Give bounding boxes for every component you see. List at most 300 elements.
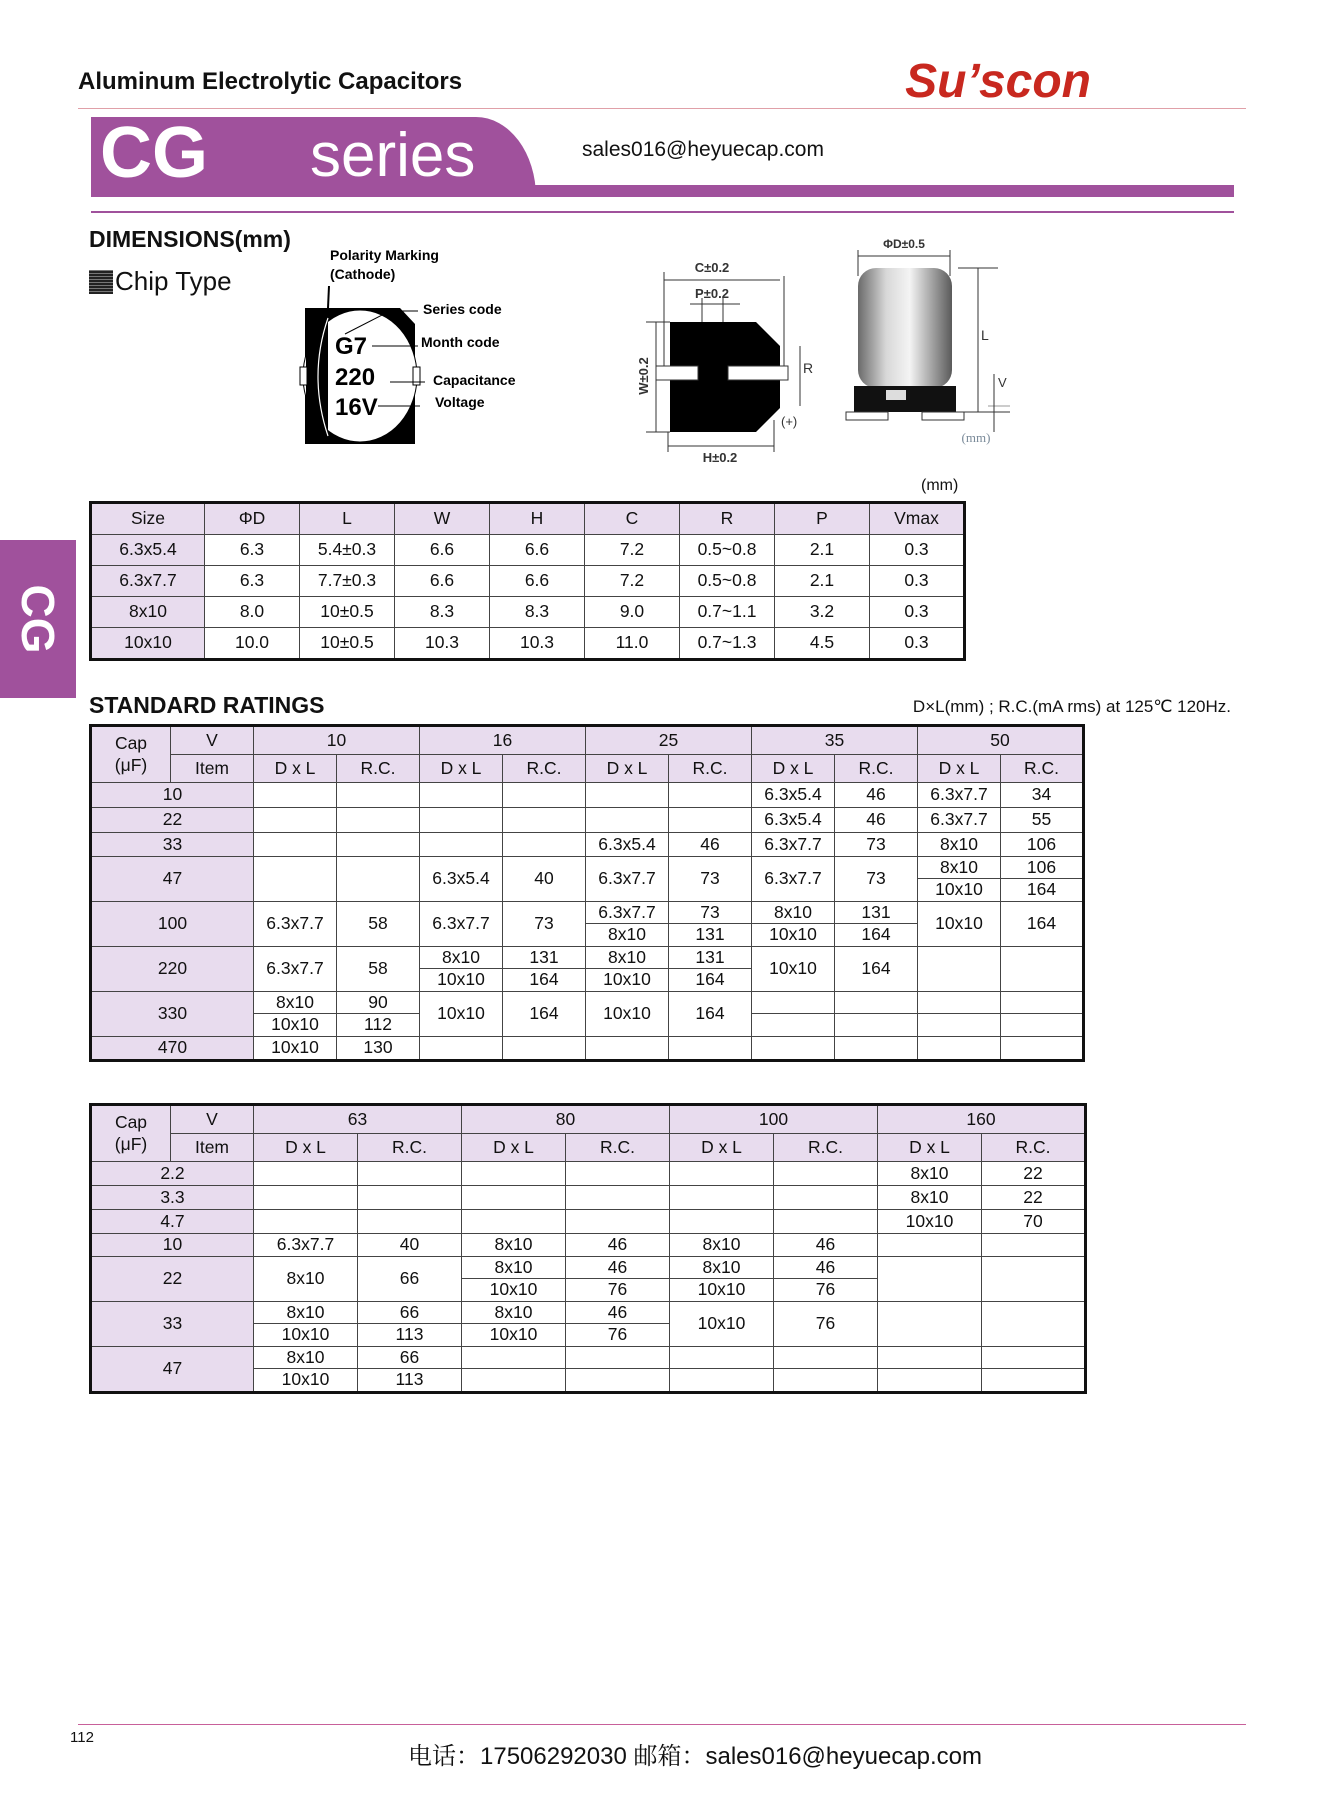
dxl-cell: 8x10 <box>254 992 336 1014</box>
capacitance-cell: 10 <box>91 783 254 808</box>
footer-divider <box>78 1724 1246 1725</box>
dxl-cell: 8x10 <box>670 1234 774 1257</box>
rc-cell-split <box>358 1302 462 1347</box>
dxl-cell: 8x10 <box>918 833 1001 857</box>
dim-value-cell: 8.0 <box>205 597 300 628</box>
dxl-cell <box>420 783 503 808</box>
ratings-row <box>91 1302 1086 1347</box>
rc-cell <box>566 1186 670 1210</box>
rc-cell: 22 <box>982 1162 1086 1186</box>
dim-size-cell: 10x10 <box>91 628 205 660</box>
footprint-drawing <box>620 236 840 466</box>
dim-header-cell: H <box>490 503 585 535</box>
dxl-cell <box>586 783 669 808</box>
standard-ratings-title: STANDARD RATINGS <box>89 692 325 718</box>
rc-cell-split <box>982 1347 1086 1393</box>
ratings-row <box>91 947 1084 992</box>
capacitance-cell: 4.7 <box>91 1210 254 1234</box>
dxl-cell: 8x10 <box>878 1162 982 1186</box>
dxl-cell: 8x10 <box>254 1347 357 1369</box>
marking-line-1: G7 <box>335 333 368 360</box>
dxl-cell <box>254 857 337 902</box>
ratings-table-2 <box>89 1103 1087 1394</box>
dxl-cell: 8x10 <box>752 902 834 924</box>
p-dim-label: P±0.2 <box>695 286 729 301</box>
dxl-cell <box>918 1014 1000 1036</box>
dim-value-cell: 0.3 <box>870 597 965 628</box>
rc-header-cell: R.C. <box>566 1134 670 1162</box>
mm-small-label: (mm) <box>961 430 991 445</box>
dxl-cell <box>462 1347 565 1369</box>
ratings-header-row <box>91 726 1084 755</box>
w-dim-label: W±0.2 <box>636 357 651 395</box>
rc-cell <box>774 1369 877 1391</box>
ratings-header-row <box>91 1105 1086 1134</box>
dxl-cell <box>586 1037 669 1061</box>
ratings-row <box>91 808 1084 833</box>
rc-cell: 46 <box>566 1302 669 1324</box>
cap-unit-label: (μF) <box>114 1133 148 1154</box>
dxl-cell-split <box>586 902 669 947</box>
dim-size-cell: 6.3x5.4 <box>91 535 205 566</box>
dim-value-cell: 6.6 <box>490 535 585 566</box>
page-number: 112 <box>70 1729 94 1746</box>
voltage-header-cell: 160 <box>878 1105 1086 1134</box>
ratings-subheader-row <box>91 755 1084 783</box>
dxl-cell <box>462 1186 566 1210</box>
dim-header-cell: C <box>585 503 680 535</box>
rc-cell: 73 <box>835 833 918 857</box>
dim-table-row <box>91 566 965 597</box>
marking-diagram <box>290 246 560 446</box>
dxl-header-cell: D x L <box>670 1134 774 1162</box>
ratings-row <box>91 1257 1086 1302</box>
dxl-cell: 10x10 <box>281 1324 330 1345</box>
dxl-cell: 8x10 <box>918 857 1000 879</box>
l-dim-label: L <box>981 327 989 343</box>
header-divider <box>78 108 1246 109</box>
dxl-cell: 10x10 <box>935 879 983 900</box>
dxl-cell <box>878 1257 982 1302</box>
dim-value-cell: 6.3 <box>205 535 300 566</box>
dxl-cell: 8x10 <box>254 1257 358 1302</box>
unit-label: (mm) <box>921 477 959 494</box>
dim-value-cell: 0.3 <box>870 535 965 566</box>
rc-cell: 55 <box>1001 808 1084 833</box>
voltage-header-cell: 10 <box>254 726 420 755</box>
dxl-header-cell: D x L <box>254 1134 358 1162</box>
rc-header-cell: R.C. <box>503 755 586 783</box>
capacitance-cell: 47 <box>91 857 254 902</box>
rc-cell-split <box>1001 857 1084 902</box>
ratings-row <box>91 833 1084 857</box>
rc-cell: 106 <box>1001 833 1084 857</box>
dxl-cell-split <box>420 947 503 992</box>
dim-value-cell: 2.1 <box>775 566 870 597</box>
rc-cell: 40 <box>358 1234 462 1257</box>
rc-cell: 164 <box>1026 879 1057 900</box>
rc-cell: 73 <box>503 902 586 947</box>
capacitance-cell: 33 <box>91 833 254 857</box>
rc-cell-split <box>337 992 420 1037</box>
capacitance-cell: 22 <box>91 1257 254 1302</box>
voltage-axis-label: V <box>171 726 254 755</box>
dxl-cell <box>420 833 503 857</box>
dxl-header-cell: D x L <box>918 755 1001 783</box>
rc-cell <box>337 833 420 857</box>
rc-cell <box>503 833 586 857</box>
rc-cell: 113 <box>395 1324 424 1345</box>
dxl-cell: 8x10 <box>608 924 646 945</box>
rc-cell <box>503 808 586 833</box>
c-dim-label: C±0.2 <box>694 260 730 275</box>
dim-size-cell: 8x10 <box>91 597 205 628</box>
dxl-cell <box>586 808 669 833</box>
capacitor-can <box>858 268 952 388</box>
voltage-header-cell: 25 <box>586 726 752 755</box>
rc-cell <box>774 1210 878 1234</box>
dim-value-cell: 9.0 <box>585 597 680 628</box>
item-label: Item <box>171 1134 254 1162</box>
rc-cell <box>774 1347 877 1369</box>
dxl-cell: 6.3x7.7 <box>254 1234 358 1257</box>
dxl-cell: 8x10 <box>420 947 502 969</box>
cap-header-cell <box>91 1105 171 1162</box>
capacitance-cell: 3.3 <box>91 1186 254 1210</box>
rc-cell <box>669 783 752 808</box>
dim-value-cell: 0.3 <box>870 628 965 660</box>
dim-value-cell: 6.6 <box>395 535 490 566</box>
dxl-cell: 6.3x7.7 <box>254 947 337 992</box>
dxl-cell-split <box>878 1347 982 1393</box>
rc-cell: 46 <box>669 833 752 857</box>
capacitance-cell: 10 <box>91 1234 254 1257</box>
rc-cell <box>566 1369 669 1391</box>
rc-cell <box>1001 1014 1082 1036</box>
rc-cell: 131 <box>669 947 751 969</box>
rc-cell-split <box>774 1347 878 1393</box>
cap-header-cell <box>91 726 171 783</box>
rc-cell-split <box>566 1302 670 1347</box>
rc-cell: 164 <box>529 969 559 990</box>
dxl-cell: 6.3x5.4 <box>420 857 503 902</box>
rc-cell <box>566 1162 670 1186</box>
dxl-cell: 6.3x7.7 <box>752 833 835 857</box>
dim-value-cell: 0.7~1.3 <box>680 628 775 660</box>
header-email: sales016@heyuecap.com <box>582 138 824 161</box>
voltage-header-cell: 16 <box>420 726 586 755</box>
dim-value-cell: 11.0 <box>585 628 680 660</box>
dxl-cell: 10x10 <box>254 1037 337 1061</box>
dxl-cell: 10x10 <box>420 992 503 1037</box>
dim-header-cell: Vmax <box>870 503 965 535</box>
dxl-cell: 6.3x7.7 <box>918 783 1001 808</box>
rc-cell <box>669 1037 752 1061</box>
rc-cell <box>1001 992 1082 1014</box>
dxl-header-cell: D x L <box>420 755 503 783</box>
voltage-axis-label: V <box>171 1105 254 1134</box>
banner-stripe <box>91 185 1234 197</box>
rc-cell <box>358 1162 462 1186</box>
ratings-row <box>91 1210 1086 1234</box>
ratings-subheader-row <box>91 1134 1086 1162</box>
voltage-header-cell: 63 <box>254 1105 462 1134</box>
dxl-cell <box>670 1162 774 1186</box>
dim-header-cell: L <box>300 503 395 535</box>
rc-cell: 76 <box>607 1279 628 1300</box>
rc-cell <box>358 1210 462 1234</box>
dxl-cell <box>254 1210 358 1234</box>
rc-cell: 164 <box>669 992 752 1037</box>
rc-cell <box>358 1186 462 1210</box>
dxl-cell: 8x10 <box>462 1302 565 1324</box>
plus-terminal-label: (+) <box>781 414 798 429</box>
rc-cell: 70 <box>982 1210 1086 1234</box>
dxl-cell <box>878 1302 982 1347</box>
cap-label: Cap <box>114 733 148 753</box>
dxl-cell: 10x10 <box>603 969 651 990</box>
dxl-cell: 10x10 <box>769 924 817 945</box>
marking-line-2: 220 <box>335 364 376 391</box>
dimensions-title: DIMENSIONS(mm) <box>89 226 291 252</box>
dxl-cell: 10x10 <box>489 1324 538 1345</box>
dxl-cell: 6.3x7.7 <box>918 808 1001 833</box>
dxl-header-cell: D x L <box>878 1134 982 1162</box>
dxl-cell: 8x10 <box>462 1234 566 1257</box>
dim-value-cell: 7.7±0.3 <box>300 566 395 597</box>
dxl-header-cell: D x L <box>752 755 835 783</box>
rc-cell <box>669 808 752 833</box>
rc-cell: 73 <box>669 902 751 924</box>
rc-cell <box>337 783 420 808</box>
capacitance-cell: 47 <box>91 1347 254 1393</box>
dim-size-cell: 6.3x7.7 <box>91 566 205 597</box>
dim-value-cell: 6.6 <box>395 566 490 597</box>
dim-value-cell: 0.5~0.8 <box>680 566 775 597</box>
document-title: Aluminum Electrolytic Capacitors <box>78 68 463 95</box>
voltage-label: Voltage <box>435 394 485 410</box>
dxl-cell-split <box>670 1347 774 1393</box>
dxl-cell <box>420 1037 503 1061</box>
dxl-cell-split <box>752 992 835 1037</box>
d-dim-label: ΦD±0.5 <box>883 237 925 251</box>
capacitance-cell: 22 <box>91 808 254 833</box>
dxl-cell <box>670 1369 773 1391</box>
dim-value-cell: 10.3 <box>395 628 490 660</box>
dxl-cell <box>918 992 1000 1014</box>
dxl-cell <box>462 1162 566 1186</box>
dxl-cell <box>752 1014 834 1036</box>
dxl-cell: 10x10 <box>697 1279 746 1300</box>
voltage-header-cell: 80 <box>462 1105 670 1134</box>
rc-cell: 131 <box>503 947 585 969</box>
rc-cell <box>337 808 420 833</box>
rc-cell-split <box>566 1347 670 1393</box>
dim-value-cell: 10±0.5 <box>300 628 395 660</box>
dxl-cell-split <box>752 902 835 947</box>
r-dim-label: R <box>803 360 814 376</box>
dxl-cell <box>420 808 503 833</box>
capacitor-side-drawing <box>838 236 1038 476</box>
dxl-cell: 6.3x5.4 <box>752 783 835 808</box>
rc-header-cell: R.C. <box>1001 755 1084 783</box>
dxl-cell: 10x10 <box>752 947 835 992</box>
rc-cell: 34 <box>1001 783 1084 808</box>
dim-value-cell: 10.0 <box>205 628 300 660</box>
ratings-row <box>91 1186 1086 1210</box>
dxl-cell: 10x10 <box>670 1302 774 1347</box>
dim-value-cell: 8.3 <box>490 597 585 628</box>
dxl-cell: 8x10 <box>462 1257 565 1279</box>
rc-cell: 113 <box>395 1369 424 1390</box>
rc-cell <box>835 1014 917 1036</box>
dxl-cell <box>254 1186 358 1210</box>
rc-cell: 164 <box>861 924 891 945</box>
ratings-row <box>91 1162 1086 1186</box>
dxl-cell: 6.3x7.7 <box>752 857 835 902</box>
ratings-note: D×L(mm) ; R.C.(mA rms) at 125℃ 120Hz. <box>912 697 1231 716</box>
dxl-cell <box>670 1210 774 1234</box>
rc-header-cell: R.C. <box>982 1134 1086 1162</box>
dxl-cell-split <box>254 992 337 1037</box>
ratings-row <box>91 783 1084 808</box>
dim-table-row <box>91 535 965 566</box>
dxl-header-cell: D x L <box>462 1134 566 1162</box>
rc-cell: 46 <box>774 1257 877 1279</box>
cap-unit-label: (μF) <box>114 754 148 775</box>
series-code: CG <box>100 113 208 193</box>
h-dim-label: H±0.2 <box>702 450 738 465</box>
capacitance-cell: 100 <box>91 902 254 947</box>
rc-cell: 58 <box>337 947 420 992</box>
rc-cell <box>835 992 917 1014</box>
rc-cell <box>1001 1037 1084 1061</box>
dxl-cell: 6.3x7.7 <box>420 902 503 947</box>
rc-header-cell: R.C. <box>669 755 752 783</box>
dxl-cell: 6.3x5.4 <box>586 833 669 857</box>
polarity-label-1: Polarity Marking <box>330 247 439 263</box>
rc-header-cell: R.C. <box>358 1134 462 1162</box>
dxl-cell: 10x10 <box>271 1014 319 1035</box>
dxl-cell: 10x10 <box>878 1210 982 1234</box>
rc-cell-split <box>669 902 752 947</box>
voltage-header-cell: 100 <box>670 1105 878 1134</box>
rc-cell: 66 <box>358 1302 461 1324</box>
capacitance-cell: 220 <box>91 947 254 992</box>
dxl-cell <box>752 1037 835 1061</box>
dxl-cell: 8x10 <box>254 1302 357 1324</box>
rc-cell: 106 <box>1001 857 1082 879</box>
rc-cell: 58 <box>337 902 420 947</box>
rc-cell: 66 <box>358 1257 462 1302</box>
ratings-row <box>91 992 1084 1037</box>
dxl-cell: 10x10 <box>281 1369 330 1390</box>
rc-cell-split <box>835 992 918 1037</box>
cap-label: Cap <box>114 1112 148 1132</box>
ratings-row <box>91 1037 1084 1061</box>
dxl-cell-split <box>462 1302 566 1347</box>
rc-cell: 76 <box>774 1302 878 1347</box>
dim-header-cell: W <box>395 503 490 535</box>
rc-cell: 73 <box>835 857 918 902</box>
dxl-cell-split <box>254 1302 358 1347</box>
rc-cell <box>982 1257 1086 1302</box>
rc-cell: 46 <box>566 1234 670 1257</box>
ratings-table-1 <box>89 724 1085 1062</box>
dxl-cell <box>878 1369 981 1391</box>
rc-cell: 164 <box>503 992 586 1037</box>
rc-cell: 76 <box>815 1279 836 1300</box>
capacitance-cell: 2.2 <box>91 1162 254 1186</box>
capacitance-cell: 470 <box>91 1037 254 1061</box>
dxl-cell <box>918 947 1001 992</box>
footer-contact: 电话：17506292030 邮箱：sales016@heyuecap.com <box>408 1743 983 1770</box>
dxl-header-cell: D x L <box>254 755 337 783</box>
dim-header-cell: Size <box>91 503 205 535</box>
rc-cell: 73 <box>669 857 752 902</box>
rc-cell-split <box>1001 992 1084 1037</box>
rc-cell <box>566 1210 670 1234</box>
dxl-cell: 6.3x5.4 <box>752 808 835 833</box>
dxl-cell-split <box>462 1347 566 1393</box>
rc-cell <box>982 1302 1086 1347</box>
dxl-cell <box>462 1369 565 1391</box>
rc-cell-split <box>774 1257 878 1302</box>
rc-cell: 76 <box>607 1324 628 1345</box>
dim-value-cell: 7.2 <box>585 535 680 566</box>
capacitance-label: Capacitance <box>433 372 516 388</box>
dim-value-cell: 0.3 <box>870 566 965 597</box>
rc-cell: 131 <box>695 924 725 945</box>
rc-cell <box>503 783 586 808</box>
rc-cell: 46 <box>566 1257 669 1279</box>
dxl-cell-split <box>586 947 669 992</box>
dxl-header-cell: D x L <box>586 755 669 783</box>
voltage-header-cell: 50 <box>918 726 1084 755</box>
dxl-cell: 6.3x7.7 <box>586 857 669 902</box>
rc-cell-split <box>358 1347 462 1393</box>
dim-value-cell: 6.6 <box>490 566 585 597</box>
dxl-cell-split <box>254 1347 358 1393</box>
dim-header-cell: P <box>775 503 870 535</box>
voltage-header-cell: 35 <box>752 726 918 755</box>
dim-table-row <box>91 628 965 660</box>
rc-cell: 131 <box>835 902 917 924</box>
dim-header-cell: ΦD <box>205 503 300 535</box>
dxl-cell <box>752 992 834 1014</box>
dxl-cell: 8x10 <box>670 1257 773 1279</box>
dim-value-cell: 5.4±0.3 <box>300 535 395 566</box>
rc-cell: 22 <box>982 1186 1086 1210</box>
dxl-cell <box>254 808 337 833</box>
ratings-row <box>91 1234 1086 1257</box>
dxl-cell: 6.3x7.7 <box>586 902 668 924</box>
dxl-cell <box>670 1347 773 1369</box>
brand-logo: Su’scon <box>905 55 1091 108</box>
rc-cell: 164 <box>1001 902 1084 947</box>
rc-cell: 66 <box>358 1347 461 1369</box>
dxl-cell-split <box>918 857 1001 902</box>
dxl-cell <box>254 833 337 857</box>
rc-cell <box>566 1347 669 1369</box>
rc-cell: 40 <box>503 857 586 902</box>
rc-cell-split <box>835 902 918 947</box>
rc-cell-split <box>566 1257 670 1302</box>
dxl-cell-split <box>670 1257 774 1302</box>
dxl-cell <box>918 1037 1001 1061</box>
side-tab-label: CG <box>12 584 64 654</box>
dim-header-cell: R <box>680 503 775 535</box>
